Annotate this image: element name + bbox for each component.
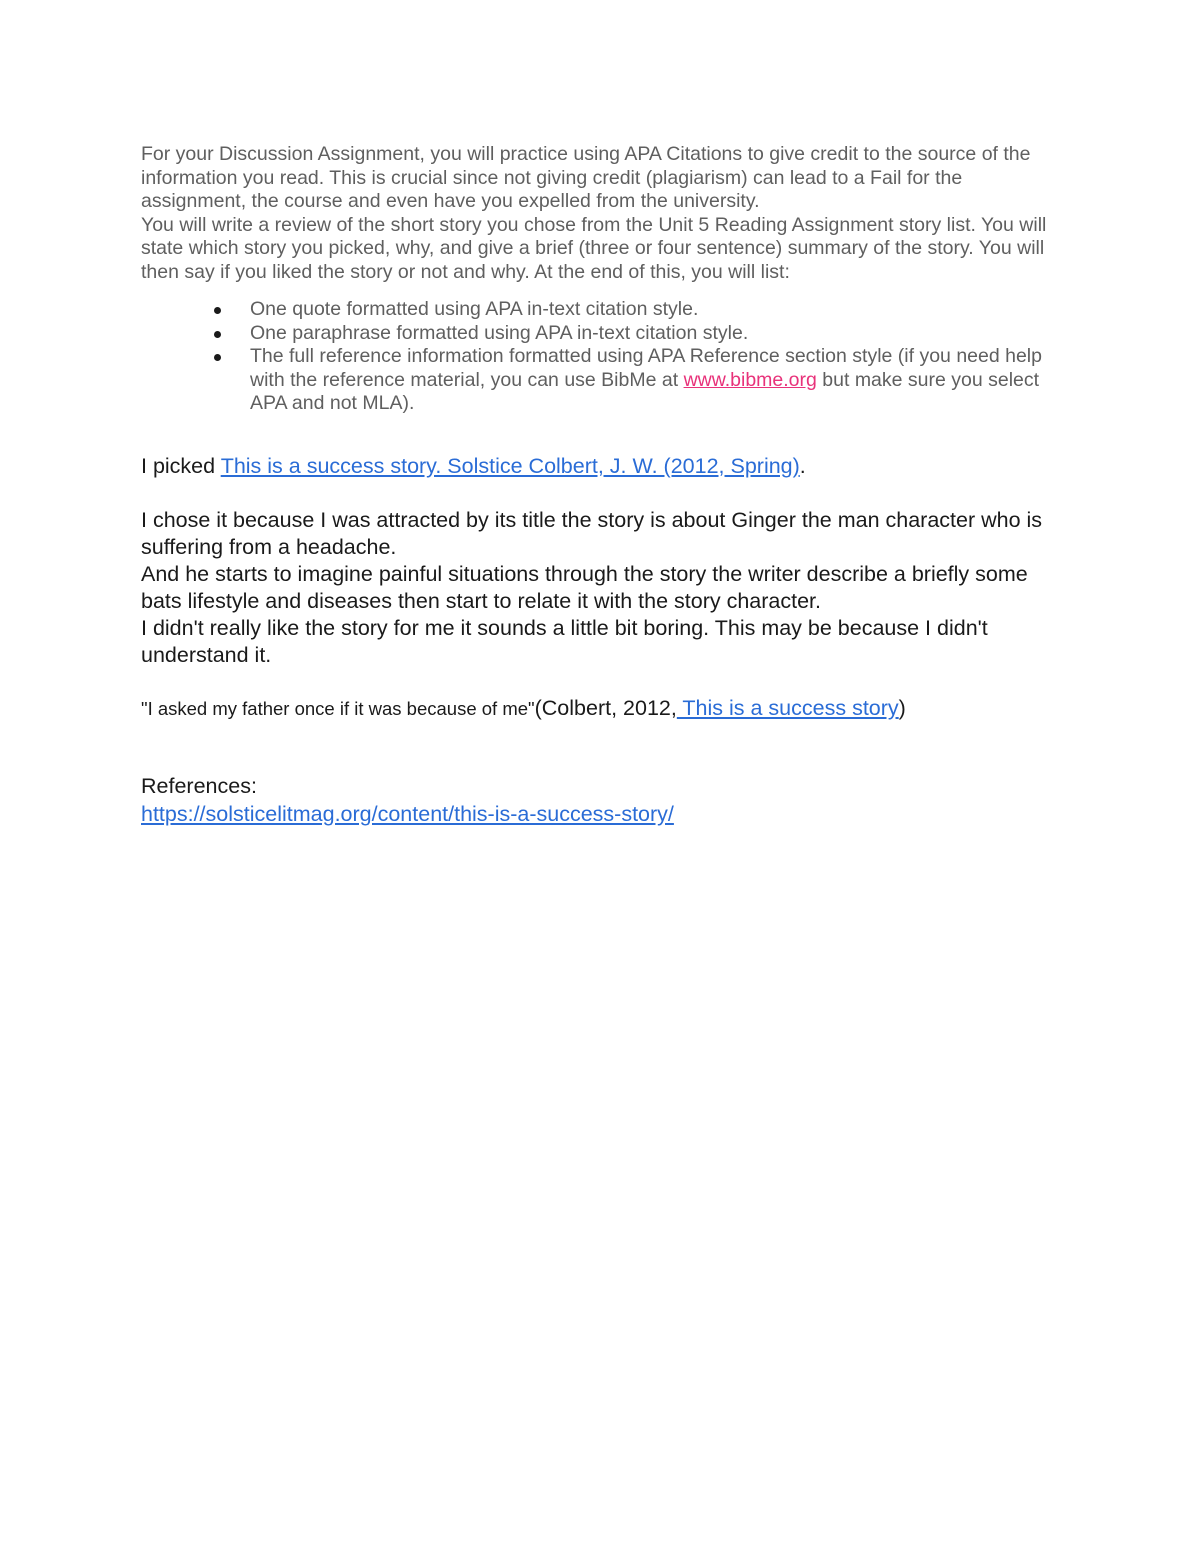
list-item-text: One quote formatted using APA in-text citation style. <box>250 298 699 320</box>
quote-line <box>141 695 1061 722</box>
review-paragraphs <box>141 507 1061 669</box>
references-heading: References: <box>141 773 257 798</box>
list-item <box>141 298 1061 322</box>
instructions-intro: For your Discussion Assignment, you will practice using APA Citations to give credit to the source of the information you read. This is crucial since not giving credit (plagiarism) can lead to a Fail for the assignment, the course and even have you expelled from the university. <box>141 143 1031 212</box>
list-item-text: but make sure you select APA and not MLA). <box>250 368 1040 414</box>
story-link[interactable]: This is a success story. Solstice Colbert, J. W. (2012, Spring) <box>220 453 800 478</box>
reason-paragraph: I chose it because I was attracted by its title the story is about Ginger the man character who is suffering from a headache. <box>141 507 1043 559</box>
bullet-icon <box>214 331 221 338</box>
requirements-list <box>141 298 1061 416</box>
picked-suffix: . <box>799 453 806 478</box>
citation-suffix: ) <box>898 695 906 720</box>
opinion-paragraph: I didn't really like the story for me it sounds a little bit boring. This may be because I didn't understand it. <box>141 615 988 667</box>
summary-paragraph: And he starts to imagine painful situations through the story the writer describe a briefly some bats lifestyle and diseases then start to relate it with the story character. <box>141 561 1028 613</box>
list-item <box>141 345 1061 416</box>
picked-story-line <box>141 453 1061 480</box>
citation-prefix: (Colbert, 2012, <box>534 695 677 720</box>
citation-link[interactable]: This is a success story <box>676 695 899 720</box>
list-item-text: The full reference information formatted using APA Reference section style (if you need help with the reference material, you can use BibMe at <box>250 345 1042 391</box>
list-item <box>141 322 1061 346</box>
bibme-link[interactable]: www.bibme.org <box>683 368 817 391</box>
quote-text: "I asked my father once if it was because of me" <box>141 697 535 719</box>
bullet-icon <box>214 354 221 361</box>
references-section <box>141 772 1061 828</box>
assignment-instructions <box>141 143 1061 416</box>
list-item-text: One paraphrase formatted using APA in-text citation style. <box>250 321 749 344</box>
student-answer <box>141 453 1061 669</box>
document-body <box>141 143 1061 828</box>
reference-url-link[interactable]: https://solsticelitmag.org/content/this-is-a-success-story/ <box>141 801 674 826</box>
picked-prefix: I picked <box>141 453 221 478</box>
instructions-task: You will write a review of the short story you chose from the Unit 5 Reading Assignment story list. You will state which story you picked, why, and give a brief (three or four sentence) summary of the story. You will then say if you liked the story or not and why. At the end of this, you will list: <box>141 213 1047 283</box>
bullet-icon <box>214 307 221 314</box>
